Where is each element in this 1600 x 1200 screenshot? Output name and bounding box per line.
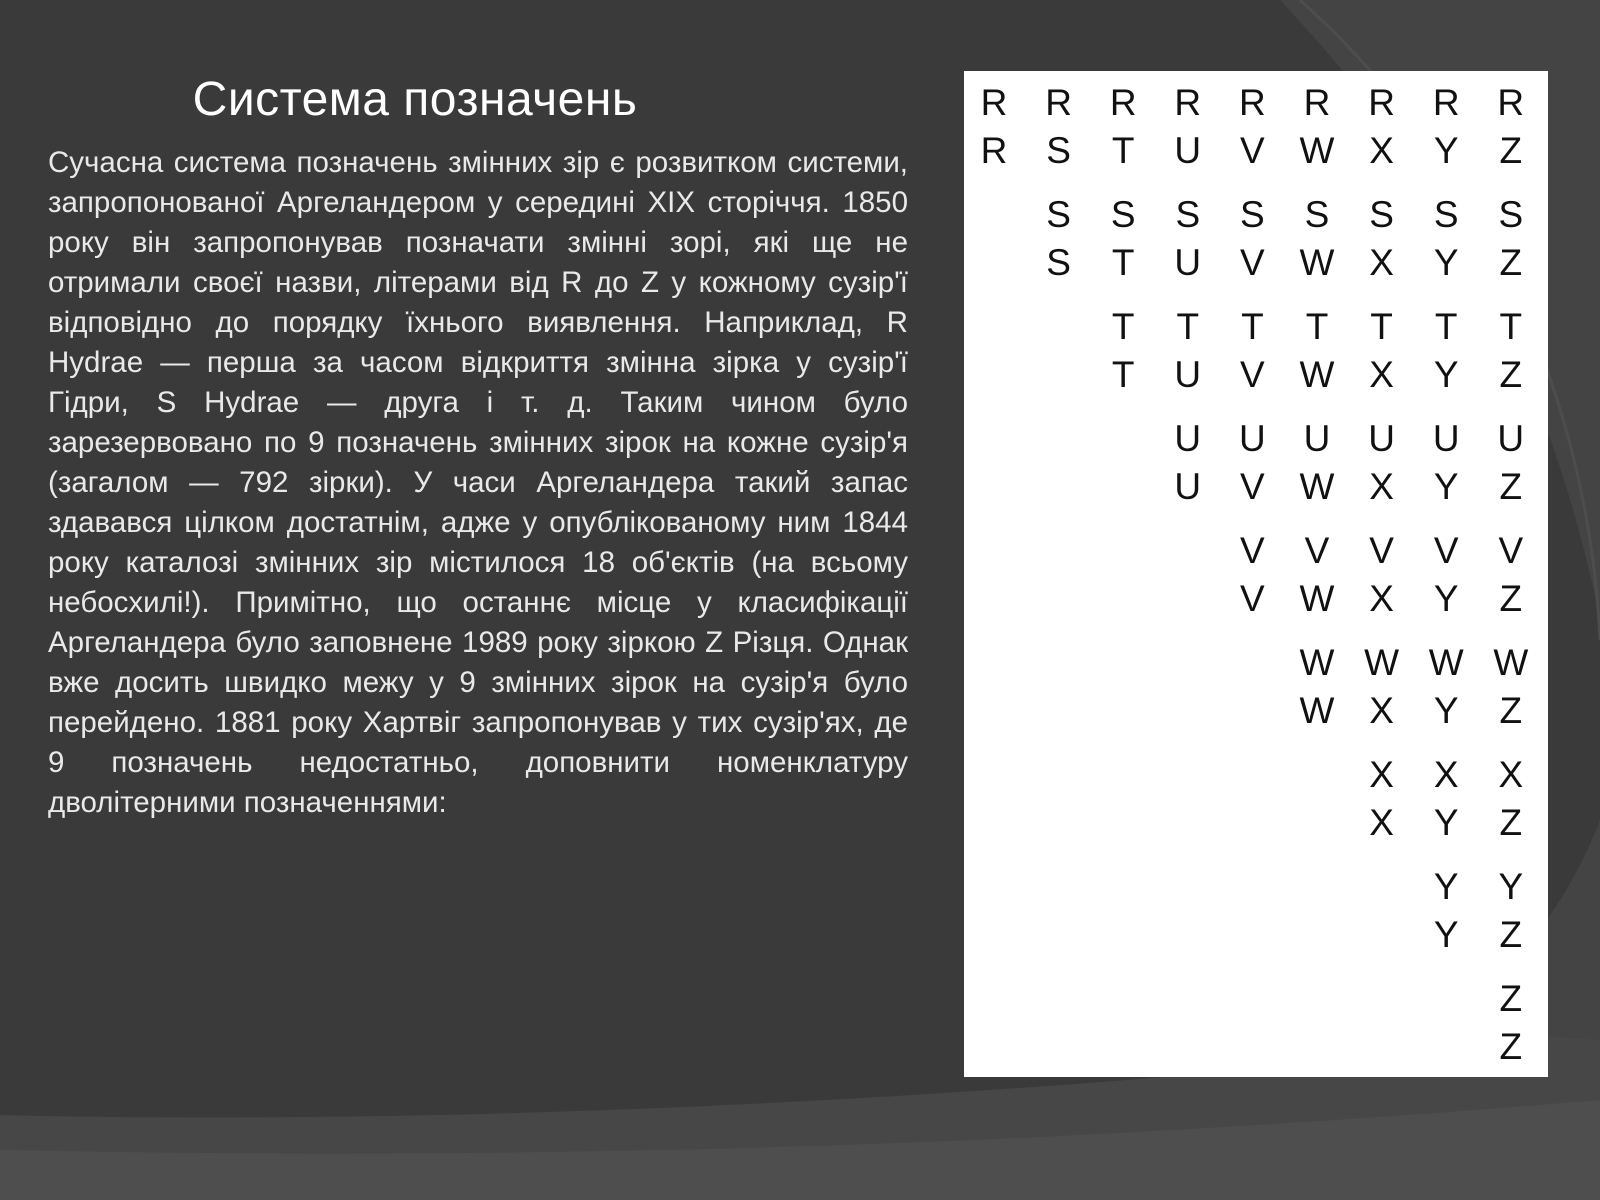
designation-first-letter: R [1303,82,1331,123]
designation-second-letter: Z [1499,1026,1523,1067]
designation-first-letter: R [1432,82,1460,123]
designation-first-letter: S [1498,194,1524,235]
designation-first-letter: U [1174,418,1202,459]
designation-first-letter: R [1497,82,1525,123]
designation-second-letter: X [1369,130,1394,171]
designation-cell-SX [1352,191,1412,287]
designation-cell-SW [1287,191,1347,287]
designation-second-letter: W [1299,242,1335,283]
designation-second-letter: Y [1433,130,1459,171]
designation-second-letter: X [1369,466,1394,507]
designation-second-letter: X [1369,802,1394,843]
designation-cell-WX [1352,639,1412,735]
designation-cell-VZ [1481,527,1541,623]
designation-second-letter: Z [1499,354,1523,395]
slide-title: Система позначень [192,73,638,126]
designation-second-letter: V [1240,130,1265,171]
designation-first-letter: S [1369,194,1394,235]
designation-cell-XX [1352,751,1412,847]
designation-first-letter: W [1299,642,1335,683]
designation-second-letter: Z [1499,914,1523,955]
designation-first-letter: V [1304,530,1330,571]
designation-first-letter: Y [1433,866,1459,907]
designation-cell-TW [1287,303,1347,399]
designation-second-letter: W [1299,578,1335,619]
designation-first-letter: R [1045,82,1072,123]
designation-second-letter: X [1369,242,1394,283]
designation-cell-ZZ [1481,975,1541,1071]
designation-second-letter: W [1299,690,1335,731]
designation-second-letter: S [1046,242,1071,283]
designation-first-letter: S [1046,194,1071,235]
designation-cell-UZ [1481,415,1541,511]
designation-first-letter: Y [1498,866,1524,907]
designation-cell-RY [1416,79,1476,175]
designation-first-letter: T [1176,306,1200,347]
designation-cell-WZ [1481,639,1541,735]
designation-cell-VY [1416,527,1476,623]
designation-first-letter: U [1368,418,1395,459]
designation-second-letter: W [1299,354,1335,395]
designation-cell-VW [1287,527,1347,623]
designation-first-letter: X [1369,754,1394,795]
designation-second-letter: V [1240,466,1265,507]
designation-second-letter: X [1369,690,1394,731]
designation-second-letter: U [1174,466,1202,507]
designation-first-letter: T [1370,306,1393,347]
designation-cell-SV [1222,191,1282,287]
designation-cell-TZ [1481,303,1541,399]
designation-second-letter: Y [1433,802,1459,843]
designation-second-letter: Y [1433,466,1459,507]
designation-second-letter: Z [1499,130,1523,171]
designation-second-letter: Z [1499,690,1523,731]
designation-second-letter: W [1299,466,1335,507]
designation-first-letter: S [1304,194,1330,235]
designation-second-letter: Y [1433,578,1459,619]
designation-first-letter: R [1368,82,1395,123]
designation-second-letter: Y [1433,690,1459,731]
designation-cell-SS [1029,191,1089,287]
designation-first-letter: T [1111,306,1135,347]
designation-first-letter: U [1432,418,1460,459]
designation-first-letter: S [1175,194,1201,235]
designation-cell-ST [1093,191,1153,287]
designation-cell-UW [1287,415,1347,511]
designation-second-letter: W [1299,130,1335,171]
designation-second-letter: Z [1499,242,1523,283]
designation-cell-RT [1093,79,1153,175]
designation-first-letter: X [1498,754,1524,795]
designation-cell-TV [1222,303,1282,399]
designation-second-letter: Z [1499,578,1523,619]
designation-second-letter: V [1240,578,1265,619]
designation-cell-UV [1222,415,1282,511]
designation-cell-WW [1287,639,1347,735]
designation-second-letter: R [980,130,1008,171]
designation-cell-RW [1287,79,1347,175]
designation-first-letter: U [1497,418,1525,459]
designation-second-letter: U [1174,130,1202,171]
designation-second-letter: Z [1499,802,1523,843]
designation-second-letter: T [1111,130,1135,171]
designation-cell-RZ [1481,79,1541,175]
designation-first-letter: V [1498,530,1524,571]
designation-second-letter: X [1369,354,1394,395]
designation-cell-RV [1222,79,1282,175]
designation-first-letter: R [980,82,1008,123]
designation-second-letter: T [1111,242,1135,283]
designation-cell-RS [1029,79,1089,175]
designation-second-letter: Y [1433,354,1459,395]
designation-cell-RU [1158,79,1218,175]
designation-cell-YY [1416,863,1476,959]
designation-first-letter: W [1364,642,1400,683]
designation-second-letter: S [1046,130,1071,171]
designation-cell-RR [964,79,1024,175]
slide-body-text: Сучасна система позначень змінних зір є розвитком системи, запропонованої Аргеландером у середині XIX сторіччя. 1850 року він запропонував позначати змінні зорі, які ще не отримали своєї назви, літерами від R до Z у кожному сузір'ї відповідно до порядку їхнього виявлення. Наприклад, R Hydrae — перша за часом відкриття змінна зірка у сузір'ї Гідри, S Hydrae — друга і т. д. Таким чином було зарезервовано по 9 позначень змінних зірок на кожне сузір'я (загалом — 792 зірки). У часи Аргеландера такий запас здавався цілком достатнім, адже у опублікованому ним 1844 року каталозі змінних зір містилося 18 об'єктів (на всьому небосхилі!). Примітно, що останнє місце у класифікації Аргеландера було заповнене 1989 року зіркою Z Різця. Однак вже досить швидко межу у 9 змінних зірок на сузір'я було перейдено. 1881 року Хартвіг запропонував у тих сузір'ях, де 9 позначень недостатньо, доповнити номенклатуру дволітерними позначеннями: [48,146,908,819]
designation-cell-UU [1158,415,1218,511]
designation-first-letter: S [1110,194,1136,235]
designation-first-letter: V [1369,530,1394,571]
designation-first-letter: U [1303,418,1331,459]
designation-cell-WY [1416,639,1476,735]
designation-first-letter: V [1433,530,1459,571]
designation-first-letter: R [1174,82,1202,123]
designation-cell-TU [1158,303,1218,399]
designation-first-letter: R [1109,82,1137,123]
designation-cell-YZ [1481,863,1541,959]
designation-first-letter: T [1241,306,1264,347]
designation-second-letter: Y [1433,914,1459,955]
designation-first-letter: W [1493,642,1529,683]
designation-cell-TY [1416,303,1476,399]
designation-first-letter: T [1434,306,1458,347]
designation-cell-SY [1416,191,1476,287]
designation-first-letter: T [1499,306,1523,347]
designation-first-letter: S [1240,194,1265,235]
designation-cell-TT [1093,303,1153,399]
designation-cell-UY [1416,415,1476,511]
designation-first-letter: V [1240,530,1265,571]
designation-cell-RX [1352,79,1412,175]
designation-table [964,71,1548,1077]
designation-second-letter: T [1111,354,1135,395]
designation-cell-VV [1222,527,1282,623]
designation-first-letter: Z [1499,978,1523,1019]
designation-cell-XY [1416,751,1476,847]
designation-first-letter: R [1239,82,1266,123]
designation-second-letter: X [1369,578,1394,619]
designation-second-letter: U [1174,242,1202,283]
designation-second-letter: V [1240,354,1265,395]
designation-first-letter: U [1239,418,1266,459]
designation-second-letter: Z [1499,466,1523,507]
designation-cell-TX [1352,303,1412,399]
designation-first-letter: T [1305,306,1329,347]
designation-second-letter: U [1174,354,1202,395]
designation-cell-XZ [1481,751,1541,847]
designation-second-letter: V [1240,242,1265,283]
designation-first-letter: S [1433,194,1459,235]
designation-second-letter: Y [1433,242,1459,283]
designation-first-letter: X [1433,754,1459,795]
designation-cell-SU [1158,191,1218,287]
designation-cell-SZ [1481,191,1541,287]
designation-cell-UX [1352,415,1412,511]
designation-cell-VX [1352,527,1412,623]
designation-first-letter: W [1428,642,1464,683]
